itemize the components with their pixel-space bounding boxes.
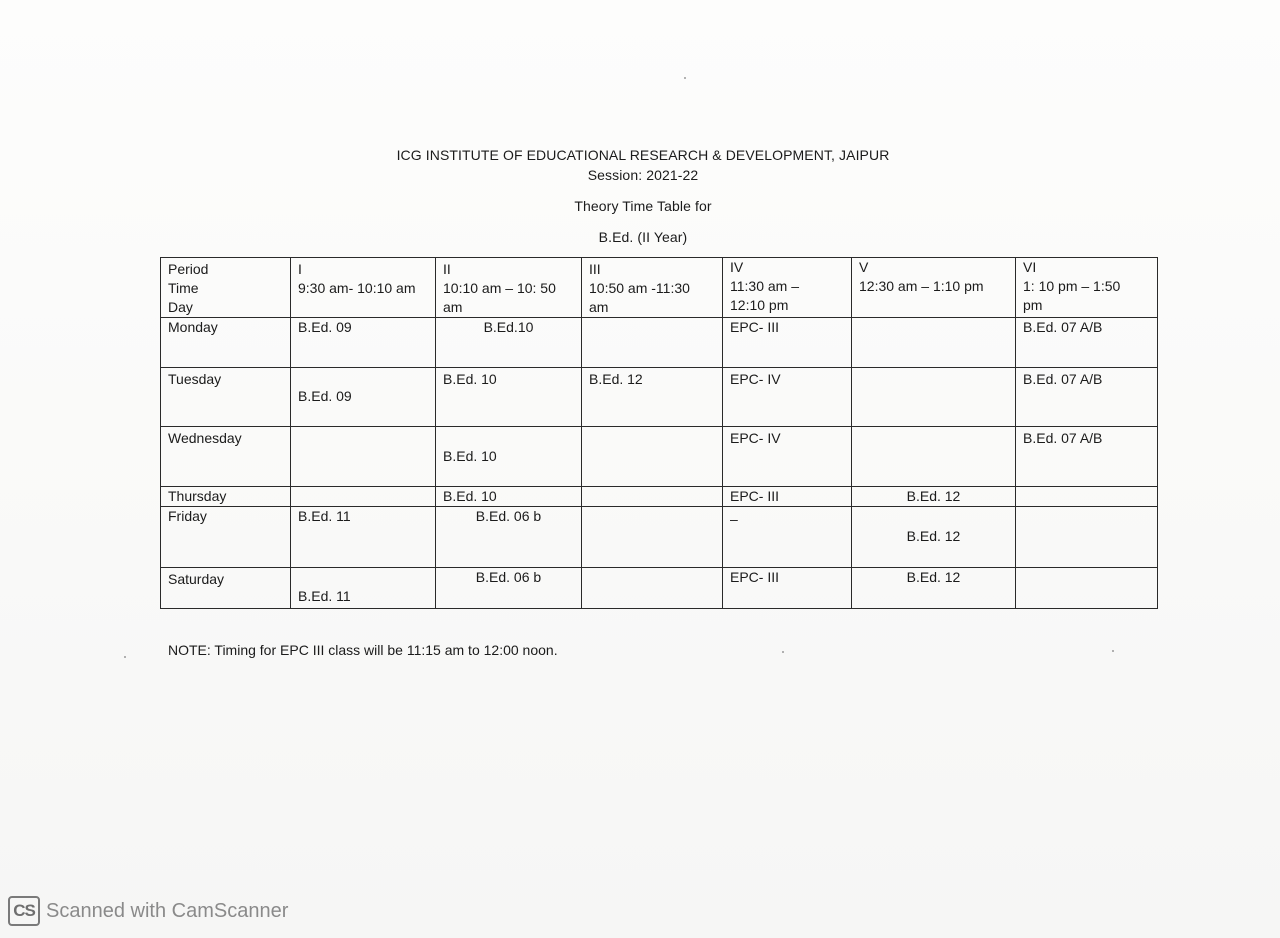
slot-cell — [436, 427, 582, 487]
institute-title: ICG INSTITUTE OF EDUCATIONAL RESEARCH & DEVELOPMENT, JAIPUR — [396, 147, 890, 163]
slot-cell — [291, 368, 436, 427]
period-time: 10:50 am -11:30 — [589, 280, 690, 296]
slot-cell: B.Ed. 06 b — [436, 507, 582, 568]
slot-cell: EPC- III — [723, 568, 852, 609]
period-number: III — [589, 261, 601, 277]
slot-cell: B.Ed. 12 — [852, 568, 1016, 609]
period-header — [723, 258, 852, 318]
table-row — [161, 507, 1158, 568]
slot-cell: B.Ed.10 — [436, 318, 582, 368]
camscanner-logo: CS — [8, 896, 40, 926]
slot-cell: B.Ed. 10 — [436, 487, 582, 507]
corner-cell — [161, 258, 291, 318]
header-row — [161, 258, 1158, 318]
corner-time: Time — [168, 280, 199, 296]
table-row — [161, 427, 1158, 487]
day-cell: Monday — [161, 318, 291, 368]
period-header — [582, 258, 723, 318]
period-number: I — [298, 261, 302, 277]
slot-cell: B.Ed. 07 A/B — [1016, 427, 1158, 487]
slot-cell — [291, 427, 436, 487]
corner-day: Day — [168, 299, 193, 315]
slot-cell — [852, 318, 1016, 368]
camscanner-watermark — [8, 896, 288, 926]
timetable — [160, 257, 1158, 609]
timetable-subtitle: Theory Time Table for — [574, 198, 712, 214]
slot-cell: B.Ed. 07 A/B — [1016, 318, 1158, 368]
slot-text: B.Ed. 10 — [443, 448, 497, 464]
table-row — [161, 318, 1158, 368]
slot-cell — [582, 507, 723, 568]
slot-cell — [582, 318, 723, 368]
period-header — [1016, 258, 1158, 318]
period-header — [852, 258, 1016, 318]
scan-speck — [684, 77, 686, 79]
slot-cell — [852, 368, 1016, 427]
day-cell: Saturday — [161, 568, 291, 609]
period-number: IV — [730, 259, 744, 275]
timing-note: NOTE: Timing for EPC III class will be 11:15 am to 12:00 noon. — [168, 642, 558, 658]
period-number: VI — [1023, 259, 1037, 275]
period-time: 11:30 am – — [730, 278, 800, 294]
slot-cell — [291, 487, 436, 507]
day-cell: Thursday — [161, 487, 291, 507]
slot-cell: EPC- IV — [723, 368, 852, 427]
day-cell: Tuesday — [161, 368, 291, 427]
slot-cell: EPC- IV — [723, 427, 852, 487]
slot-text: B.Ed. 12 — [906, 528, 961, 544]
period-time: 12:30 am – 1:10 pm — [859, 278, 984, 294]
slot-cell: B.Ed. 07 A/B — [1016, 368, 1158, 427]
slot-cell — [582, 487, 723, 507]
table-row — [161, 368, 1158, 427]
session-label: Session: 2021-22 — [587, 167, 699, 183]
period-time-cont: 12:10 pm — [730, 297, 789, 313]
table-row — [161, 568, 1158, 609]
day-cell: Friday — [161, 507, 291, 568]
period-header — [291, 258, 436, 318]
slot-cell — [852, 427, 1016, 487]
slot-text: B.Ed. 11 — [298, 588, 351, 604]
slot-cell: – — [723, 507, 852, 568]
slot-cell: B.Ed. 10 — [436, 368, 582, 427]
period-time: 10:10 am – 10: 50 — [443, 280, 556, 296]
slot-cell: B.Ed. 11 — [291, 507, 436, 568]
period-time-cont: pm — [1023, 297, 1043, 313]
slot-cell — [291, 568, 436, 609]
slot-cell: EPC- III — [723, 487, 852, 507]
period-time: 1: 10 pm – 1:50 — [1023, 278, 1121, 294]
slot-cell: EPC- III — [723, 318, 852, 368]
slot-cell — [1016, 568, 1158, 609]
scan-speck — [782, 651, 784, 653]
day-cell: Wednesday — [161, 427, 291, 487]
slot-cell — [1016, 487, 1158, 507]
slot-cell — [852, 507, 1016, 568]
camscanner-label: Scanned with CamScanner — [46, 899, 289, 922]
table-row — [161, 487, 1158, 507]
course-label: B.Ed. (II Year) — [598, 229, 688, 245]
scan-speck — [1112, 650, 1114, 652]
period-time: 9:30 am- 10:10 am — [298, 280, 416, 296]
period-time-cont: am — [589, 299, 609, 315]
slot-cell — [582, 568, 723, 609]
period-number: II — [443, 261, 451, 277]
slot-cell: B.Ed. 12 — [582, 368, 723, 427]
period-time-cont: am — [443, 299, 463, 315]
slot-cell — [1016, 507, 1158, 568]
slot-cell — [582, 427, 723, 487]
period-number: V — [859, 259, 869, 275]
corner-period: Period — [168, 261, 209, 277]
period-header — [436, 258, 582, 318]
slot-text: B.Ed. 09 — [298, 388, 352, 404]
slot-cell: B.Ed. 09 — [291, 318, 436, 368]
scan-speck — [124, 656, 126, 658]
slot-cell: B.Ed. 12 — [852, 487, 1016, 507]
slot-cell: B.Ed. 06 b — [436, 568, 582, 609]
